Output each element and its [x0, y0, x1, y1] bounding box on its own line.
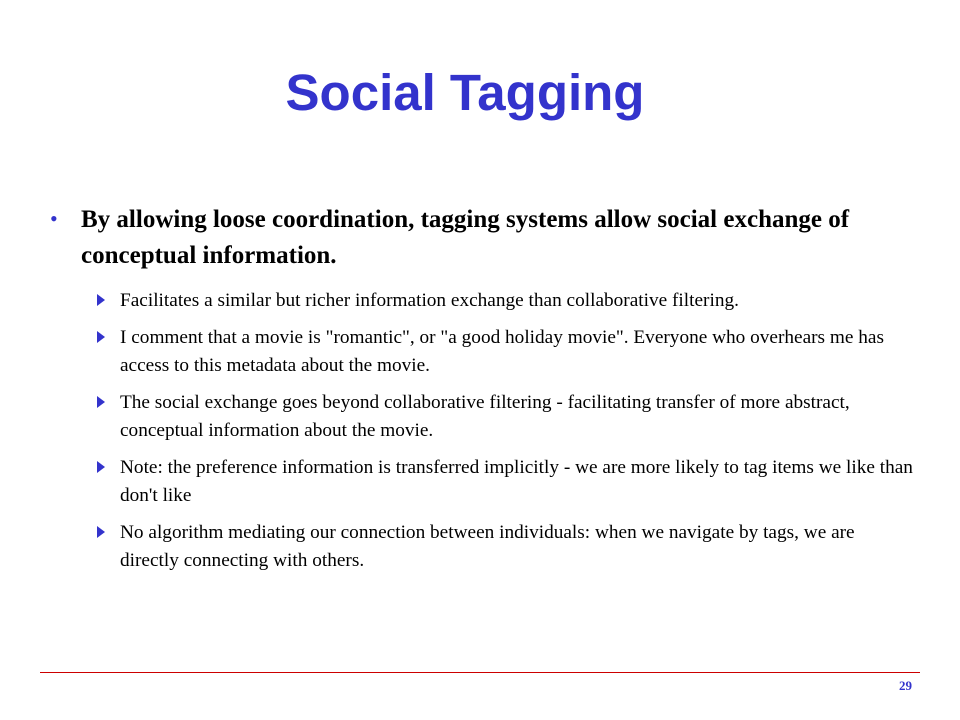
triangle-arrow-icon: [97, 294, 105, 306]
main-bullet-text: By allowing loose coordination, tagging systems allow social exchange of conceptual information.: [81, 206, 850, 269]
page-number: 29: [899, 678, 912, 693]
round-bullet-icon: •: [50, 206, 58, 231]
footer-divider: [40, 672, 920, 673]
sub-bullet: [97, 287, 917, 315]
main-bullet: [50, 202, 910, 274]
sub-bullet-text: The social exchange goes beyond collaborative filtering - facilitating transfer of more abstract, conceptual information about the movie.: [120, 392, 850, 441]
sub-bullet-text: Note: the preference information is transferred implicitly - we are more likely to tag items we like than don't like: [120, 457, 913, 506]
sub-bullet: [97, 324, 917, 380]
sub-bullet-list: [97, 287, 917, 584]
sub-bullet-text: Facilitates a similar but richer information exchange than collaborative filtering.: [120, 290, 739, 311]
triangle-arrow-icon: [97, 461, 105, 473]
sub-bullet: [97, 389, 917, 445]
sub-bullet-text: No algorithm mediating our connection between individuals: when we navigate by tags, we are directly connecting with others.: [120, 522, 855, 571]
sub-bullet: [97, 519, 917, 575]
slide-title: Social Tagging: [285, 64, 645, 121]
triangle-arrow-icon: [97, 526, 105, 538]
triangle-arrow-icon: [97, 331, 105, 343]
triangle-arrow-icon: [97, 396, 105, 408]
sub-bullet-text: I comment that a movie is "romantic", or "a good holiday movie". Everyone who overhears me has access to this metadata about the movie.: [120, 327, 884, 376]
sub-bullet: [97, 454, 917, 510]
